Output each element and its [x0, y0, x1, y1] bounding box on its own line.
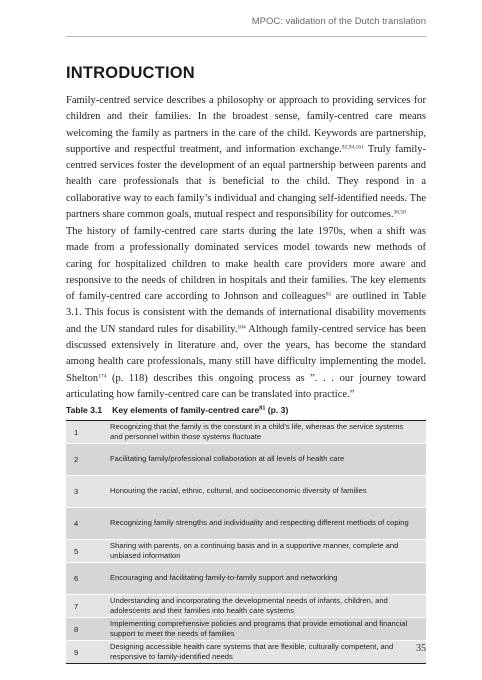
row-number: 9: [74, 647, 79, 657]
citation-superscript: 92,94,161: [341, 144, 364, 151]
row-number: 8: [74, 624, 79, 634]
row-number: 4: [74, 519, 79, 528]
table-caption: [66, 405, 288, 415]
text-run: Truly family-centred services foster the development of an equal partnership between parents and health care professionals that is beneficial to the child. They respond in a collaborative way to each family’s individual and changing self-identified needs. The partners share common goals, mutual respect and responsibility for outcomes.: [66, 143, 426, 221]
text-run: are outlined in Table 3.1. This focus is consistent with the demands of international disability movements and the UN standard rules for disability.: [66, 291, 426, 335]
row-text: Understanding and incorporating the developmental needs of infants, children, and adolescents and their families into health care systems: [110, 595, 388, 615]
row-number: 3: [74, 487, 79, 496]
key-elements-table: [66, 420, 426, 664]
row-text: Honouring the racial, ethnic, cultural, and socioeconomic diversity of families: [110, 486, 367, 496]
row-text: Encouraging and facilitating family-to-family support and networking: [110, 573, 338, 583]
table-body: [66, 421, 426, 663]
intro-paragraph-2: [66, 224, 426, 403]
table-row: [66, 540, 426, 563]
citation-superscript: 81: [325, 291, 332, 298]
running-head: MPOC: validation of the Dutch translation: [251, 16, 426, 27]
row-text: Recognizing that the family is the constant in a child’s life, whereas the service systems and personnel within those systems fluctuate: [110, 421, 404, 441]
table-row: [66, 444, 426, 476]
text-run: Although family-centred service has been discussed extensively in literature and, over the years, has become the standard among health care professionals, many still have difficulty implementing the model. Shelton: [66, 323, 427, 384]
row-number: 7: [74, 601, 79, 611]
citation-superscript: 174: [98, 373, 107, 380]
row-text: Sharing with parents, on a continuing basis and in a supportive manner, complete and unbiased information: [110, 540, 399, 560]
table-title-citation: 81: [259, 405, 266, 412]
row-text: Recognizing family strengths and individuality and respecting different methods of coping: [110, 518, 409, 528]
table-row: [66, 476, 426, 508]
table-row: [66, 618, 426, 641]
table-row: [66, 421, 426, 444]
row-number: 6: [74, 574, 79, 583]
table-title-text: Key elements of family-centred care: [112, 405, 260, 415]
row-number: 5: [74, 546, 79, 556]
section-title: INTRODUCTION: [66, 64, 195, 82]
citation-superscript: 104: [237, 324, 246, 331]
table-row: [66, 595, 426, 618]
table-row: [66, 508, 426, 540]
page-number: 35: [416, 643, 426, 654]
row-number: 1: [74, 427, 79, 437]
row-text: Implementing comprehensive policies and programs that provide emotional and financial support to meet the needs of families: [110, 618, 408, 638]
text-run: Family-centred service describes a philosophy or approach to providing services for children and their families. In the broadest sense, family-centred care means welcoming the family as partners in the care of the child. Keywords are partnership, supportive and respectful treatment, and information exchange.: [66, 95, 426, 155]
intro-paragraph-1: [66, 93, 426, 223]
header-rule: [66, 36, 426, 37]
text-run: The history of family-centred care starts during the late 1970s, when a shift was made from a professionally dominated services model towards new methods of caring for hospitalized children to make health care providers more aware and responsive to the needs of children in hospitals and their families. The key elements of family-centred care according to Johnson and colleagues: [66, 226, 426, 303]
table-title: [112, 405, 288, 415]
row-text: Designing accessible health care systems that are flexible, culturally competent, and responsive to family-identified needs: [110, 641, 394, 661]
row-text: Facilitating family/professional collaboration at all levels of health care: [110, 454, 345, 464]
table-row: [66, 641, 426, 664]
row-number: 2: [74, 455, 79, 464]
table-row: [66, 563, 426, 595]
table-label: Table 3.1: [66, 405, 103, 415]
citation-superscript: 36,50: [393, 209, 406, 216]
text-run: (p. 118) describes this ongoing process as ”. . . our journey toward articulating how family-centred care can be translated into practice.”: [66, 372, 426, 400]
table-title-suffix: (p. 3): [265, 405, 289, 415]
